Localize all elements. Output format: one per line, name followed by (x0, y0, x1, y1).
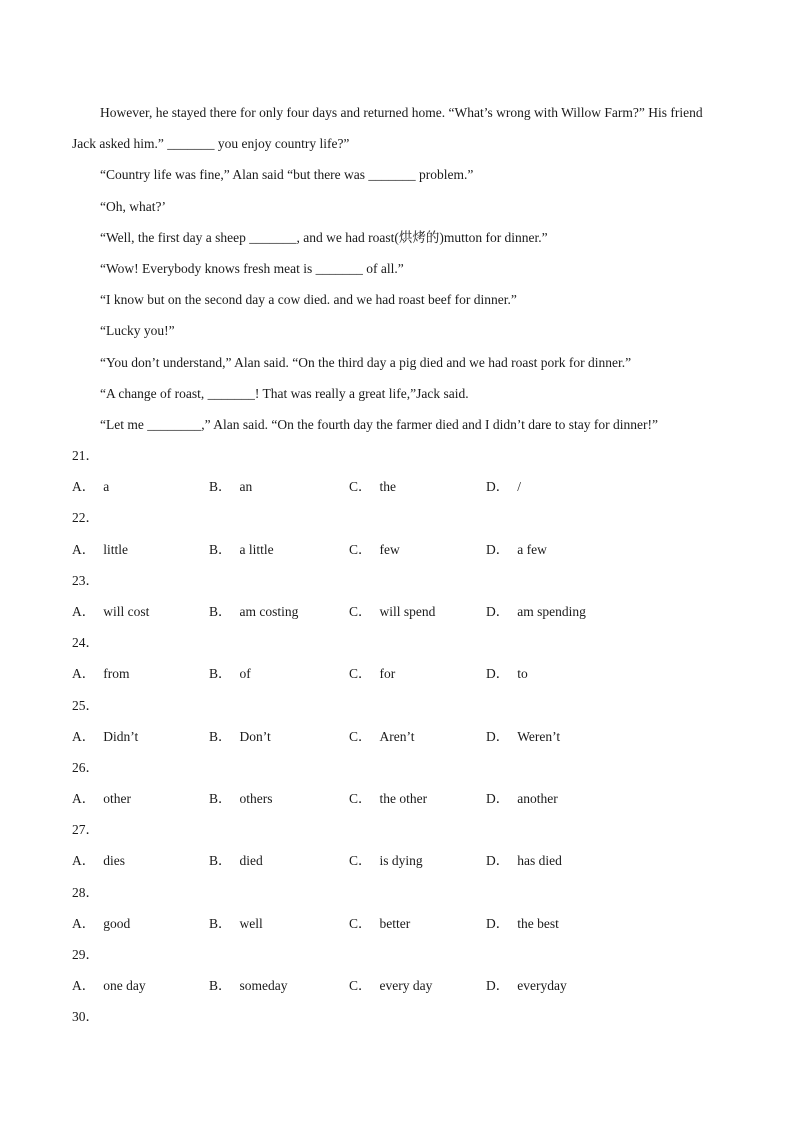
option-c[interactable]: C． the (349, 479, 397, 495)
passage (72, 97, 722, 440)
option-c[interactable]: C． few (349, 541, 400, 557)
question-number: 22． (72, 510, 99, 526)
option-b[interactable]: B． an (209, 479, 253, 495)
option-c[interactable]: C． for (349, 666, 396, 682)
passage-line: “Country life was fine,” Alan said “but there was _______ problem.” (100, 167, 474, 183)
question-list (72, 440, 722, 1033)
option-d[interactable]: D． Weren’t (486, 728, 561, 744)
passage-line: “Oh, what?’ (100, 198, 166, 214)
option-row (72, 471, 722, 502)
option-d[interactable]: D． another (486, 791, 558, 807)
question-number: 25． (72, 697, 99, 713)
option-a[interactable]: A． dies (72, 853, 125, 869)
option-d[interactable]: D． has died (486, 853, 562, 869)
option-c[interactable]: C． is dying (349, 853, 423, 869)
passage-line: “I know but on the second day a cow died. and we had roast beef for dinner.” (100, 292, 517, 308)
option-c[interactable]: C． Aren’t (349, 728, 415, 744)
question-number: 29． (72, 947, 99, 962)
option-b[interactable]: B． well (209, 915, 263, 931)
option-row (72, 845, 722, 876)
question-number: 21． (72, 448, 99, 463)
question-number: 28． (72, 884, 99, 900)
option-row (72, 908, 722, 939)
option-a[interactable]: A． other (72, 791, 131, 807)
option-d[interactable]: D． to (486, 666, 528, 682)
option-a[interactable]: A． will cost (72, 603, 150, 619)
option-b[interactable]: B． of (209, 666, 251, 682)
question-number: 24． (72, 635, 99, 651)
option-a[interactable]: A． a (72, 479, 110, 495)
option-c[interactable]: C． will spend (349, 603, 436, 619)
option-b[interactable]: B． am costing (209, 603, 299, 619)
passage-line: “Lucky you!” (100, 323, 175, 339)
question-number: 23． (72, 572, 99, 588)
passage-line: “Well, the first day a sheep _______, and we had roast(烘烤的)mutton for dinner.” (100, 229, 548, 245)
option-b[interactable]: B． Don’t (209, 728, 271, 744)
option-a[interactable]: A． Didn’t (72, 728, 139, 744)
option-d[interactable]: D． the best (486, 915, 559, 931)
passage-line: “A change of roast, _______! That was really a great life,”Jack said. (100, 385, 469, 401)
option-row (72, 534, 722, 565)
option-c[interactable]: C． every day (349, 978, 433, 994)
question-number: 26． (72, 759, 99, 775)
option-b[interactable]: B． died (209, 853, 263, 869)
question-number: 27． (72, 822, 99, 838)
option-b[interactable]: B． someday (209, 978, 288, 994)
option-a[interactable]: A． little (72, 541, 128, 557)
option-row (72, 783, 722, 814)
option-row (72, 970, 722, 1001)
option-row (72, 596, 722, 627)
option-row (72, 658, 722, 689)
option-c[interactable]: C． better (349, 915, 411, 931)
passage-line: “Let me ________,” Alan said. “On the fourth day the farmer died and I didn’t dare to stay for dinner!” (100, 417, 658, 433)
passage-line: However, he stayed there for only four days and returned home. “What’s wrong with Willow Farm?” His friend Jack asked him.” _______ you enjoy country life?” (72, 105, 703, 152)
passage-line: “Wow! Everybody knows fresh meat is _______ of all.” (100, 261, 404, 277)
option-a[interactable]: A． one day (72, 978, 146, 994)
option-a[interactable]: A． good (72, 915, 131, 931)
option-b[interactable]: B． others (209, 791, 273, 807)
passage-line: “You don’t understand,” Alan said. “On the third day a pig died and we had roast pork for dinner.” (100, 354, 632, 370)
option-d[interactable]: D． / (486, 479, 522, 495)
question-number: 30． (72, 1009, 99, 1025)
option-a[interactable]: A． from (72, 666, 130, 682)
option-d[interactable]: D． a few (486, 541, 547, 557)
option-row (72, 721, 722, 752)
option-c[interactable]: C． the other (349, 791, 428, 807)
option-d[interactable]: D． am spending (486, 603, 586, 619)
option-b[interactable]: B． a little (209, 541, 274, 557)
option-d[interactable]: D． everyday (486, 978, 567, 994)
